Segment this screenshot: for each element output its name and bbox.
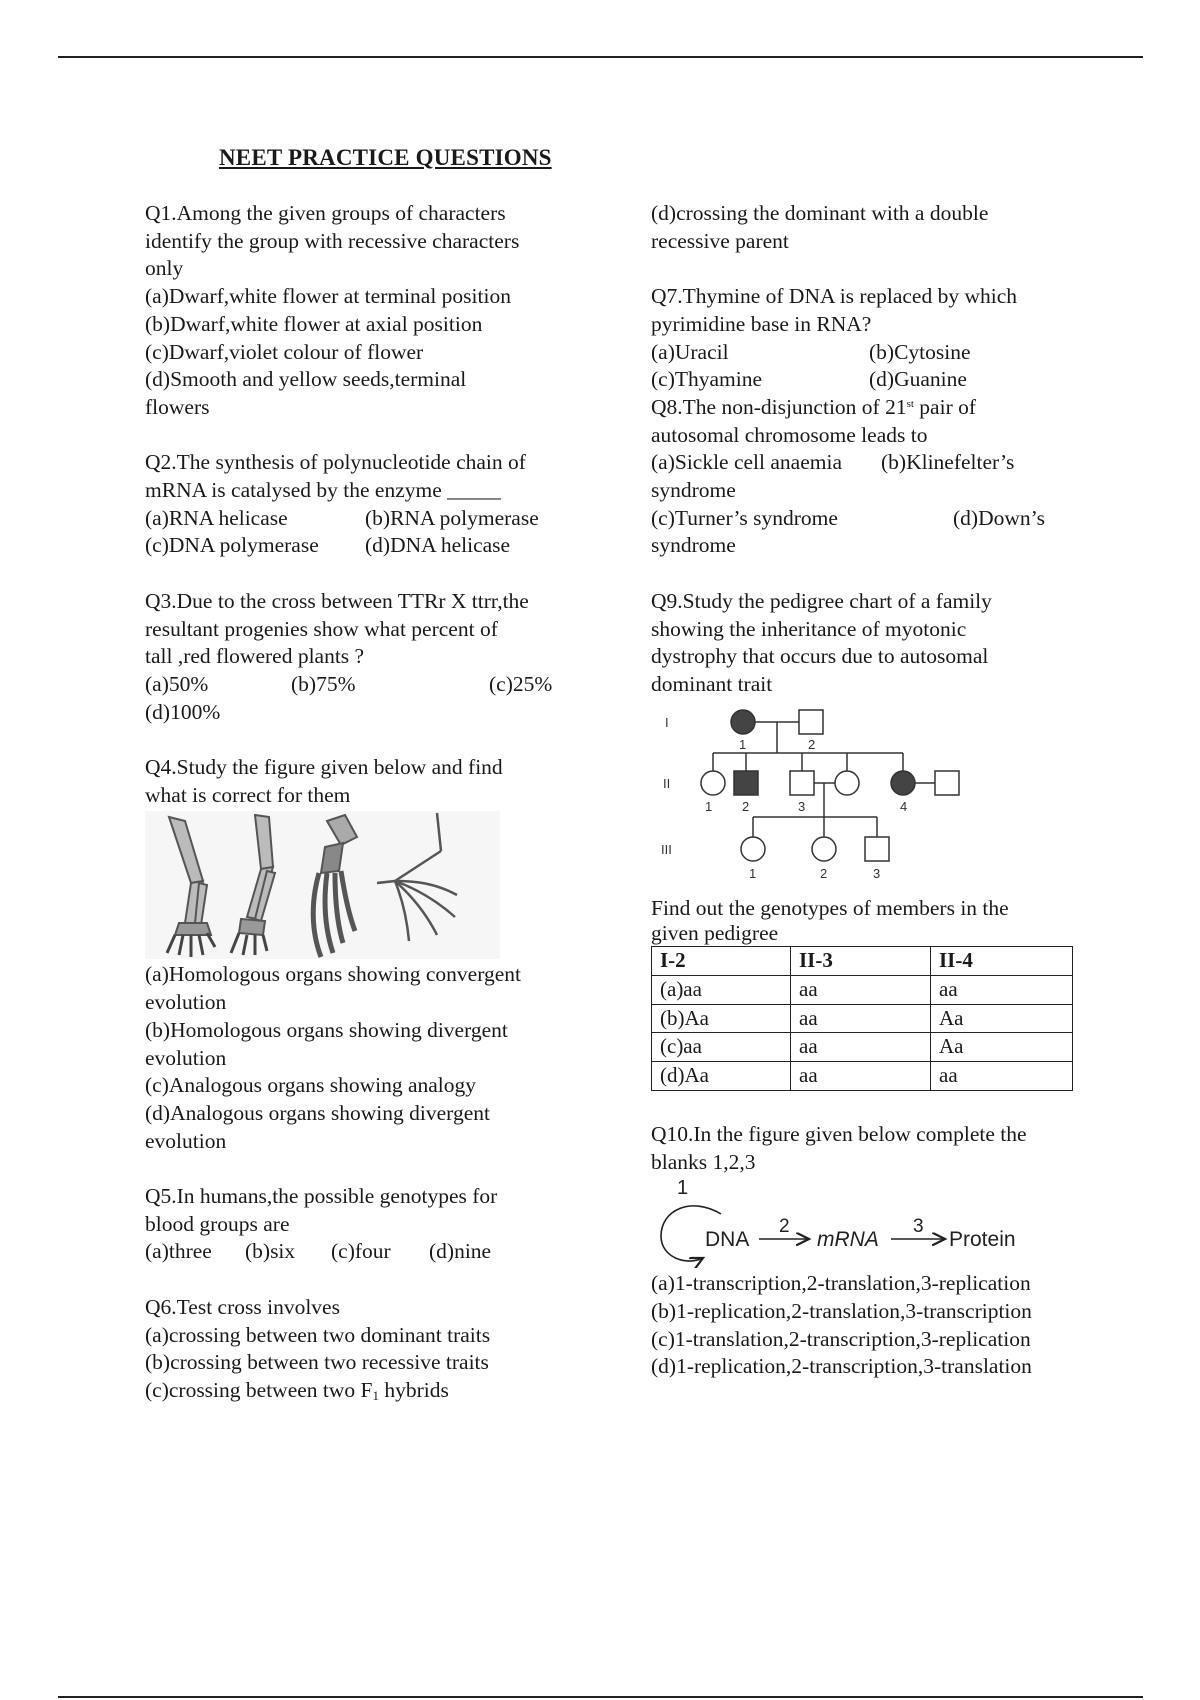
pedigree-number: 3 — [873, 865, 881, 881]
pedigree-gen2-male-spouse — [935, 771, 959, 795]
pedigree-number: 2 — [742, 798, 750, 814]
q1-option-a[interactable]: (a)Dwarf,white flower at terminal position — [145, 284, 511, 309]
question-9 — [651, 588, 1151, 1091]
q9-followup-line: given pedigree — [651, 921, 779, 946]
table-cell: aa — [791, 976, 931, 1005]
q6-option-c-text: (c)crossing between two F — [145, 1377, 373, 1402]
q3-option-c[interactable]: (c)25% — [489, 671, 553, 696]
q5-stem-line: Q5.In humans,the possible genotypes for — [145, 1184, 498, 1209]
q1-stem-line: Q1.Among the given groups of characters — [145, 201, 506, 225]
q6-option-a[interactable]: (a)crossing between two dominant traits — [145, 1322, 491, 1347]
pedigree-gen-label: II — [663, 775, 671, 791]
top-rule — [58, 56, 1143, 58]
q4-option-a[interactable]: (a)Homologous organs showing convergent — [145, 962, 521, 987]
table-cell: (b)Aa — [652, 1004, 791, 1033]
pedigree-number: 4 — [900, 798, 908, 814]
table-cell: (a)aa — [652, 976, 791, 1005]
q9-followup-line: Find out the genotypes of members in the — [651, 895, 1009, 920]
q10-option-a[interactable]: (a)1-transcription,2-translation,3-replication — [651, 1271, 1031, 1296]
genotype-table — [651, 946, 1073, 1091]
question-1 — [145, 200, 615, 422]
q4-option-d[interactable]: (d)Analogous organs showing divergent — [145, 1100, 490, 1125]
q4-option-a-cont: evolution — [145, 990, 227, 1015]
question-8 — [651, 394, 1151, 560]
q3-option-d[interactable]: (d)100% — [145, 699, 221, 724]
q2-option-c[interactable]: (c)DNA polymerase — [145, 533, 319, 558]
q8-option-b[interactable]: (b)Klinefelter’s — [881, 450, 1015, 475]
table-row[interactable] — [652, 1033, 1073, 1062]
question-6-continued — [651, 200, 1151, 255]
question-7 — [651, 283, 1151, 394]
q8-stem-line: autosomal chromosome leads to — [651, 422, 928, 447]
q3-option-a[interactable]: (a)50% — [145, 671, 209, 696]
question-2 — [145, 449, 615, 560]
pedigree-gen2-female-spouse — [835, 771, 859, 795]
q6-option-c[interactable] — [145, 1377, 615, 1405]
pedigree-gen2-female-affected — [891, 771, 915, 795]
pedigree-gen3-female — [741, 837, 765, 861]
table-row[interactable] — [652, 976, 1073, 1005]
q8-option-d-cont: syndrome — [651, 533, 736, 558]
q4-option-d-cont: evolution — [145, 1128, 227, 1153]
table-cell: (c)aa — [652, 1033, 791, 1062]
q4-stem-line: what is correct for them — [145, 782, 351, 807]
q9-stem-line: Q9.Study the pedigree chart of a family — [651, 588, 992, 613]
pedigree-gen1-female-affected — [731, 710, 755, 734]
q8-stem-text-end: pair of — [913, 394, 977, 419]
table-row[interactable] — [652, 1062, 1073, 1091]
q8-option-c[interactable]: (c)Turner’s syndrome — [651, 505, 838, 530]
table-cell: aa — [931, 1062, 1073, 1091]
table-header: I-2 — [652, 947, 791, 976]
pedigree-gen-label: I — [665, 714, 669, 730]
question-5 — [145, 1183, 615, 1266]
table-cell: Aa — [931, 1033, 1073, 1062]
q1-stem-line: only — [145, 256, 184, 281]
q7-option-b[interactable]: (b)Cytosine — [869, 339, 971, 364]
q9-stem-line: dominant trait — [651, 671, 773, 696]
q8-option-b-cont: syndrome — [651, 478, 736, 503]
q5-option-c[interactable]: (c)four — [331, 1239, 391, 1264]
table-cell: aa — [791, 1033, 931, 1062]
pedigree-gen1-male — [799, 710, 823, 734]
q6-option-b[interactable]: (b)crossing between two recessive traits — [145, 1350, 489, 1375]
q5-option-b[interactable]: (b)six — [245, 1239, 296, 1264]
table-cell: Aa — [931, 1004, 1073, 1033]
question-6 — [145, 1294, 615, 1405]
q1-option-c[interactable]: (c)Dwarf,violet colour of flower — [145, 339, 424, 364]
q3-option-b[interactable]: (b)75% — [291, 671, 356, 696]
table-cell: (d)Aa — [652, 1062, 791, 1091]
pedigree-gen3-female — [812, 837, 836, 861]
pedigree-chart — [651, 703, 981, 903]
q8-option-a[interactable]: (a)Sickle cell anaemia — [651, 450, 843, 475]
q10-option-d[interactable]: (d)1-replication,2-transcription,3-translation — [651, 1354, 1032, 1379]
pedigree-gen2-male-affected — [734, 771, 758, 795]
table-row[interactable] — [652, 1004, 1073, 1033]
q1-option-b[interactable]: (b)Dwarf,white flower at axial position — [145, 311, 483, 336]
pedigree-number: 3 — [798, 798, 806, 814]
q7-option-d[interactable]: (d)Guanine — [869, 367, 967, 392]
pedigree-gen2-female — [701, 771, 725, 795]
question-3 — [145, 588, 615, 727]
dna-label: DNA — [705, 1228, 750, 1252]
q10-stem-line: Q10.In the figure given below complete the — [651, 1121, 1027, 1146]
pedigree-number: 2 — [808, 736, 816, 752]
q3-stem-line: tall ,red flowered plants ? — [145, 644, 365, 669]
q5-option-a[interactable]: (a)three — [145, 1239, 212, 1264]
q9-stem-line: showing the inheritance of myotonic — [651, 616, 967, 641]
q3-stem-line: resultant progenies show what percent of — [145, 616, 498, 641]
q6-stem: Q6.Test cross involves — [145, 1294, 340, 1319]
table-cell: aa — [791, 1004, 931, 1033]
q6-option-d-cont: recessive parent — [651, 228, 789, 253]
q1-option-d[interactable]: (d)Smooth and yellow seeds,terminal — [145, 367, 467, 392]
q4-option-c[interactable]: (c)Analogous organs showing analogy — [145, 1073, 477, 1098]
q8-stem-superscript: st — [906, 397, 914, 410]
q10-option-c[interactable]: (c)1-translation,2-transcription,3-replication — [651, 1326, 1031, 1351]
q7-option-c[interactable]: (c)Thyamine — [651, 367, 763, 392]
q2-option-d[interactable]: (d)DNA helicase — [365, 533, 511, 558]
table-cell: aa — [931, 976, 1073, 1005]
blank-label-1: 1 — [677, 1177, 689, 1200]
question-10 — [651, 1121, 1151, 1381]
q5-stem-line: blood groups are — [145, 1211, 290, 1236]
q3-stem-line: Q3.Due to the cross between TTRr X ttrr,the — [145, 588, 529, 613]
pedigree-gen2-male — [790, 771, 814, 795]
table-header-row — [652, 947, 1073, 976]
pedigree-number: 2 — [820, 865, 828, 881]
q6-option-d[interactable]: (d)crossing the dominant with a double — [651, 201, 989, 225]
q5-option-d[interactable]: (d)nine — [429, 1239, 492, 1264]
blank-label-3: 3 — [913, 1216, 924, 1238]
q6-option-c-text-end: hybrids — [378, 1377, 449, 1402]
q9-stem-line: dystrophy that occurs due to autosomal — [651, 644, 989, 669]
pedigree-gen-label: III — [661, 841, 672, 857]
pedigree-number: 1 — [749, 865, 757, 881]
q4-option-b[interactable]: (b)Homologous organs showing divergent — [145, 1017, 508, 1042]
q2-stem-line: mRNA is catalysed by the enzyme _____ — [145, 478, 501, 503]
q1-option-d-cont: flowers — [145, 394, 210, 419]
q10-stem-line: blanks 1,2,3 — [651, 1149, 756, 1174]
mrna-label: mRNA — [817, 1228, 879, 1252]
forelimb-bones-figure — [145, 811, 500, 959]
q8-stem-line — [651, 394, 1151, 422]
q10-option-b[interactable]: (b)1-replication,2-translation,3-transcription — [651, 1298, 1032, 1323]
central-dogma-diagram — [651, 1176, 1071, 1268]
q7-option-a[interactable]: (a)Uracil — [651, 339, 729, 364]
pedigree-number: 1 — [739, 736, 747, 752]
q2-stem-line: Q2.The synthesis of polynucleotide chain of — [145, 450, 526, 475]
q4-option-b-cont: evolution — [145, 1045, 227, 1070]
q7-stem-line: Q7.Thymine of DNA is replaced by which — [651, 284, 1018, 309]
q8-stem-text: Q8.The non-disjunction of 21 — [651, 394, 907, 419]
q1-stem-line: identify the group with recessive characters — [145, 228, 520, 253]
question-4 — [145, 754, 615, 1155]
q6-option-c-subscript: 1 — [372, 1387, 379, 1403]
pedigree-number: 1 — [705, 798, 713, 814]
page-title: NEET PRACTICE QUESTIONS — [219, 145, 552, 170]
q7-stem-line: pyrimidine base in RNA? — [651, 311, 872, 336]
table-cell: aa — [791, 1062, 931, 1091]
table-header: II-3 — [791, 947, 931, 976]
pedigree-gen3-male — [865, 837, 889, 861]
protein-label: Protein — [949, 1228, 1016, 1252]
q2-option-b[interactable]: (b)RNA polymerase — [365, 505, 539, 530]
q4-stem-line: Q4.Study the figure given below and find — [145, 755, 503, 780]
table-header: II-4 — [931, 947, 1073, 976]
q2-option-a[interactable]: (a)RNA helicase — [145, 505, 288, 530]
right-column — [651, 200, 1151, 1381]
left-column — [145, 200, 615, 1405]
blank-label-2: 2 — [779, 1216, 790, 1238]
q8-option-d[interactable]: (d)Down’s — [953, 505, 1045, 530]
bottom-rule — [58, 1696, 1143, 1698]
